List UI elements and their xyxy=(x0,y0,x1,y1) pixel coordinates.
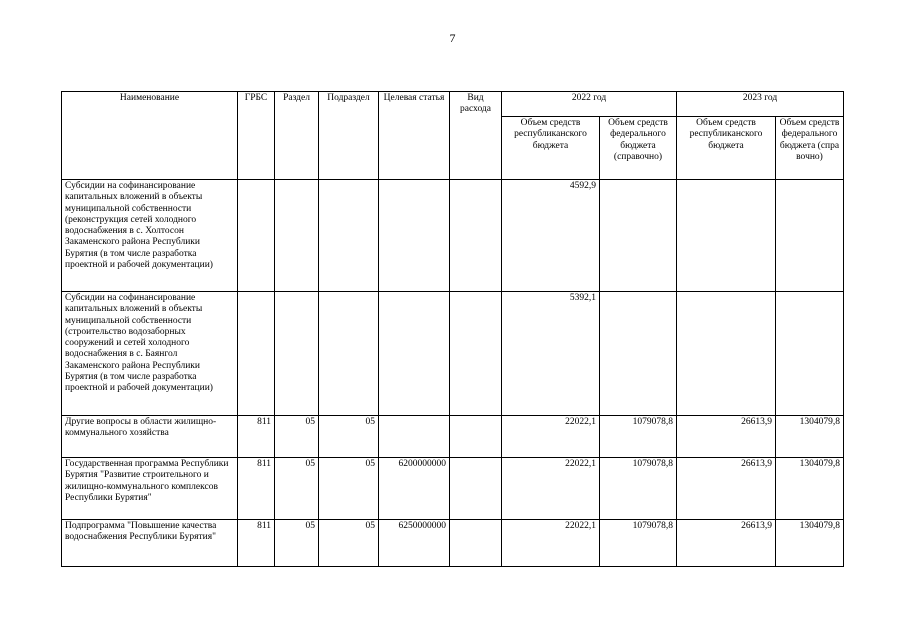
header-name: Наименование xyxy=(62,92,238,180)
row-rep-2023: 26613,9 xyxy=(677,458,776,520)
header-year-2023: 2023 год xyxy=(677,92,844,117)
row-vid xyxy=(450,520,502,567)
table-row xyxy=(62,458,844,520)
row-rep-2022: 4592,9 xyxy=(502,180,600,292)
table-row xyxy=(62,520,844,567)
row-fed-2022: 1079078,8 xyxy=(600,520,677,567)
header-rep-2023: Объем средств республиканского бюджета xyxy=(677,117,776,180)
row-celevaya xyxy=(379,416,450,458)
table-row xyxy=(62,292,844,416)
header-rep-2022: Объем средств республиканского бюджета xyxy=(502,117,600,180)
row-fed-2022: 1079078,8 xyxy=(600,416,677,458)
row-fed-2023: 1304079,8 xyxy=(776,520,844,567)
header-vid: Вид расхода xyxy=(450,92,502,180)
header-year-2022: 2022 год xyxy=(502,92,677,117)
row-rep-2023 xyxy=(677,292,776,416)
row-grbs: 811 xyxy=(238,416,275,458)
row-name: Другие вопросы в области жилищно-коммунального хозяйства xyxy=(62,416,238,458)
header-grbs: ГРБС xyxy=(238,92,275,180)
row-grbs: 811 xyxy=(238,458,275,520)
row-rep-2022: 5392,1 xyxy=(502,292,600,416)
row-fed-2023 xyxy=(776,292,844,416)
row-name: Государственная программа Республики Бурятия "Развитие строительного и жилищно-коммунального комплексов Республики Бурятия" xyxy=(62,458,238,520)
row-podrazdel xyxy=(319,292,379,416)
row-name: Субсидии на софинансирование капитальных вложений в объекты муниципальной собственности (строительство водозаборных сооружений и сетей холодного водоснабжения в с. Баянгол Закаменского района Республики Бурятия (в том числе разработка проектной и рабочей документации) xyxy=(62,292,238,416)
row-podrazdel: 05 xyxy=(319,520,379,567)
row-podrazdel: 05 xyxy=(319,458,379,520)
table-row xyxy=(62,416,844,458)
header-fed-2023: Объем средств федерального бюджета (справочно) xyxy=(776,117,844,180)
row-celevaya xyxy=(379,292,450,416)
row-fed-2023: 1304079,8 xyxy=(776,416,844,458)
row-celevaya: 6200000000 xyxy=(379,458,450,520)
page-number: 7 xyxy=(449,31,456,45)
row-fed-2022: 1079078,8 xyxy=(600,458,677,520)
row-rep-2022: 22022,1 xyxy=(502,458,600,520)
header-podrazdel: Подраздел xyxy=(319,92,379,180)
budget-table xyxy=(61,91,844,567)
row-razdel: 05 xyxy=(275,520,319,567)
row-grbs xyxy=(238,292,275,416)
row-rep-2023: 26613,9 xyxy=(677,416,776,458)
row-celevaya xyxy=(379,180,450,292)
table-row xyxy=(62,180,844,292)
header-razdel: Раздел xyxy=(275,92,319,180)
header-fed-2022: Объем средств федерального бюджета (справочно) xyxy=(600,117,677,180)
row-podrazdel: 05 xyxy=(319,416,379,458)
row-vid xyxy=(450,292,502,416)
row-grbs: 811 xyxy=(238,520,275,567)
row-fed-2022 xyxy=(600,180,677,292)
row-razdel xyxy=(275,180,319,292)
row-vid xyxy=(450,416,502,458)
row-razdel: 05 xyxy=(275,416,319,458)
row-name: Субсидии на софинансирование капитальных вложений в объекты муниципальной собственности (реконструкция сетей холодного водоснабжения в с. Холтосон Закаменского района Республики Бурятия (в том числе разработка проектной и рабочей документации) xyxy=(62,180,238,292)
row-podrazdel xyxy=(319,180,379,292)
row-grbs xyxy=(238,180,275,292)
row-razdel xyxy=(275,292,319,416)
row-fed-2023 xyxy=(776,180,844,292)
row-fed-2022 xyxy=(600,292,677,416)
row-rep-2022: 22022,1 xyxy=(502,520,600,567)
row-rep-2023: 26613,9 xyxy=(677,520,776,567)
row-name: Подпрограмма "Повышение качества водоснабжения Республики Бурятия" xyxy=(62,520,238,567)
header-celevaya: Целевая статья xyxy=(379,92,450,180)
row-vid xyxy=(450,180,502,292)
row-rep-2022: 22022,1 xyxy=(502,416,600,458)
row-vid xyxy=(450,458,502,520)
row-fed-2023: 1304079,8 xyxy=(776,458,844,520)
row-rep-2023 xyxy=(677,180,776,292)
row-razdel: 05 xyxy=(275,458,319,520)
row-celevaya: 6250000000 xyxy=(379,520,450,567)
